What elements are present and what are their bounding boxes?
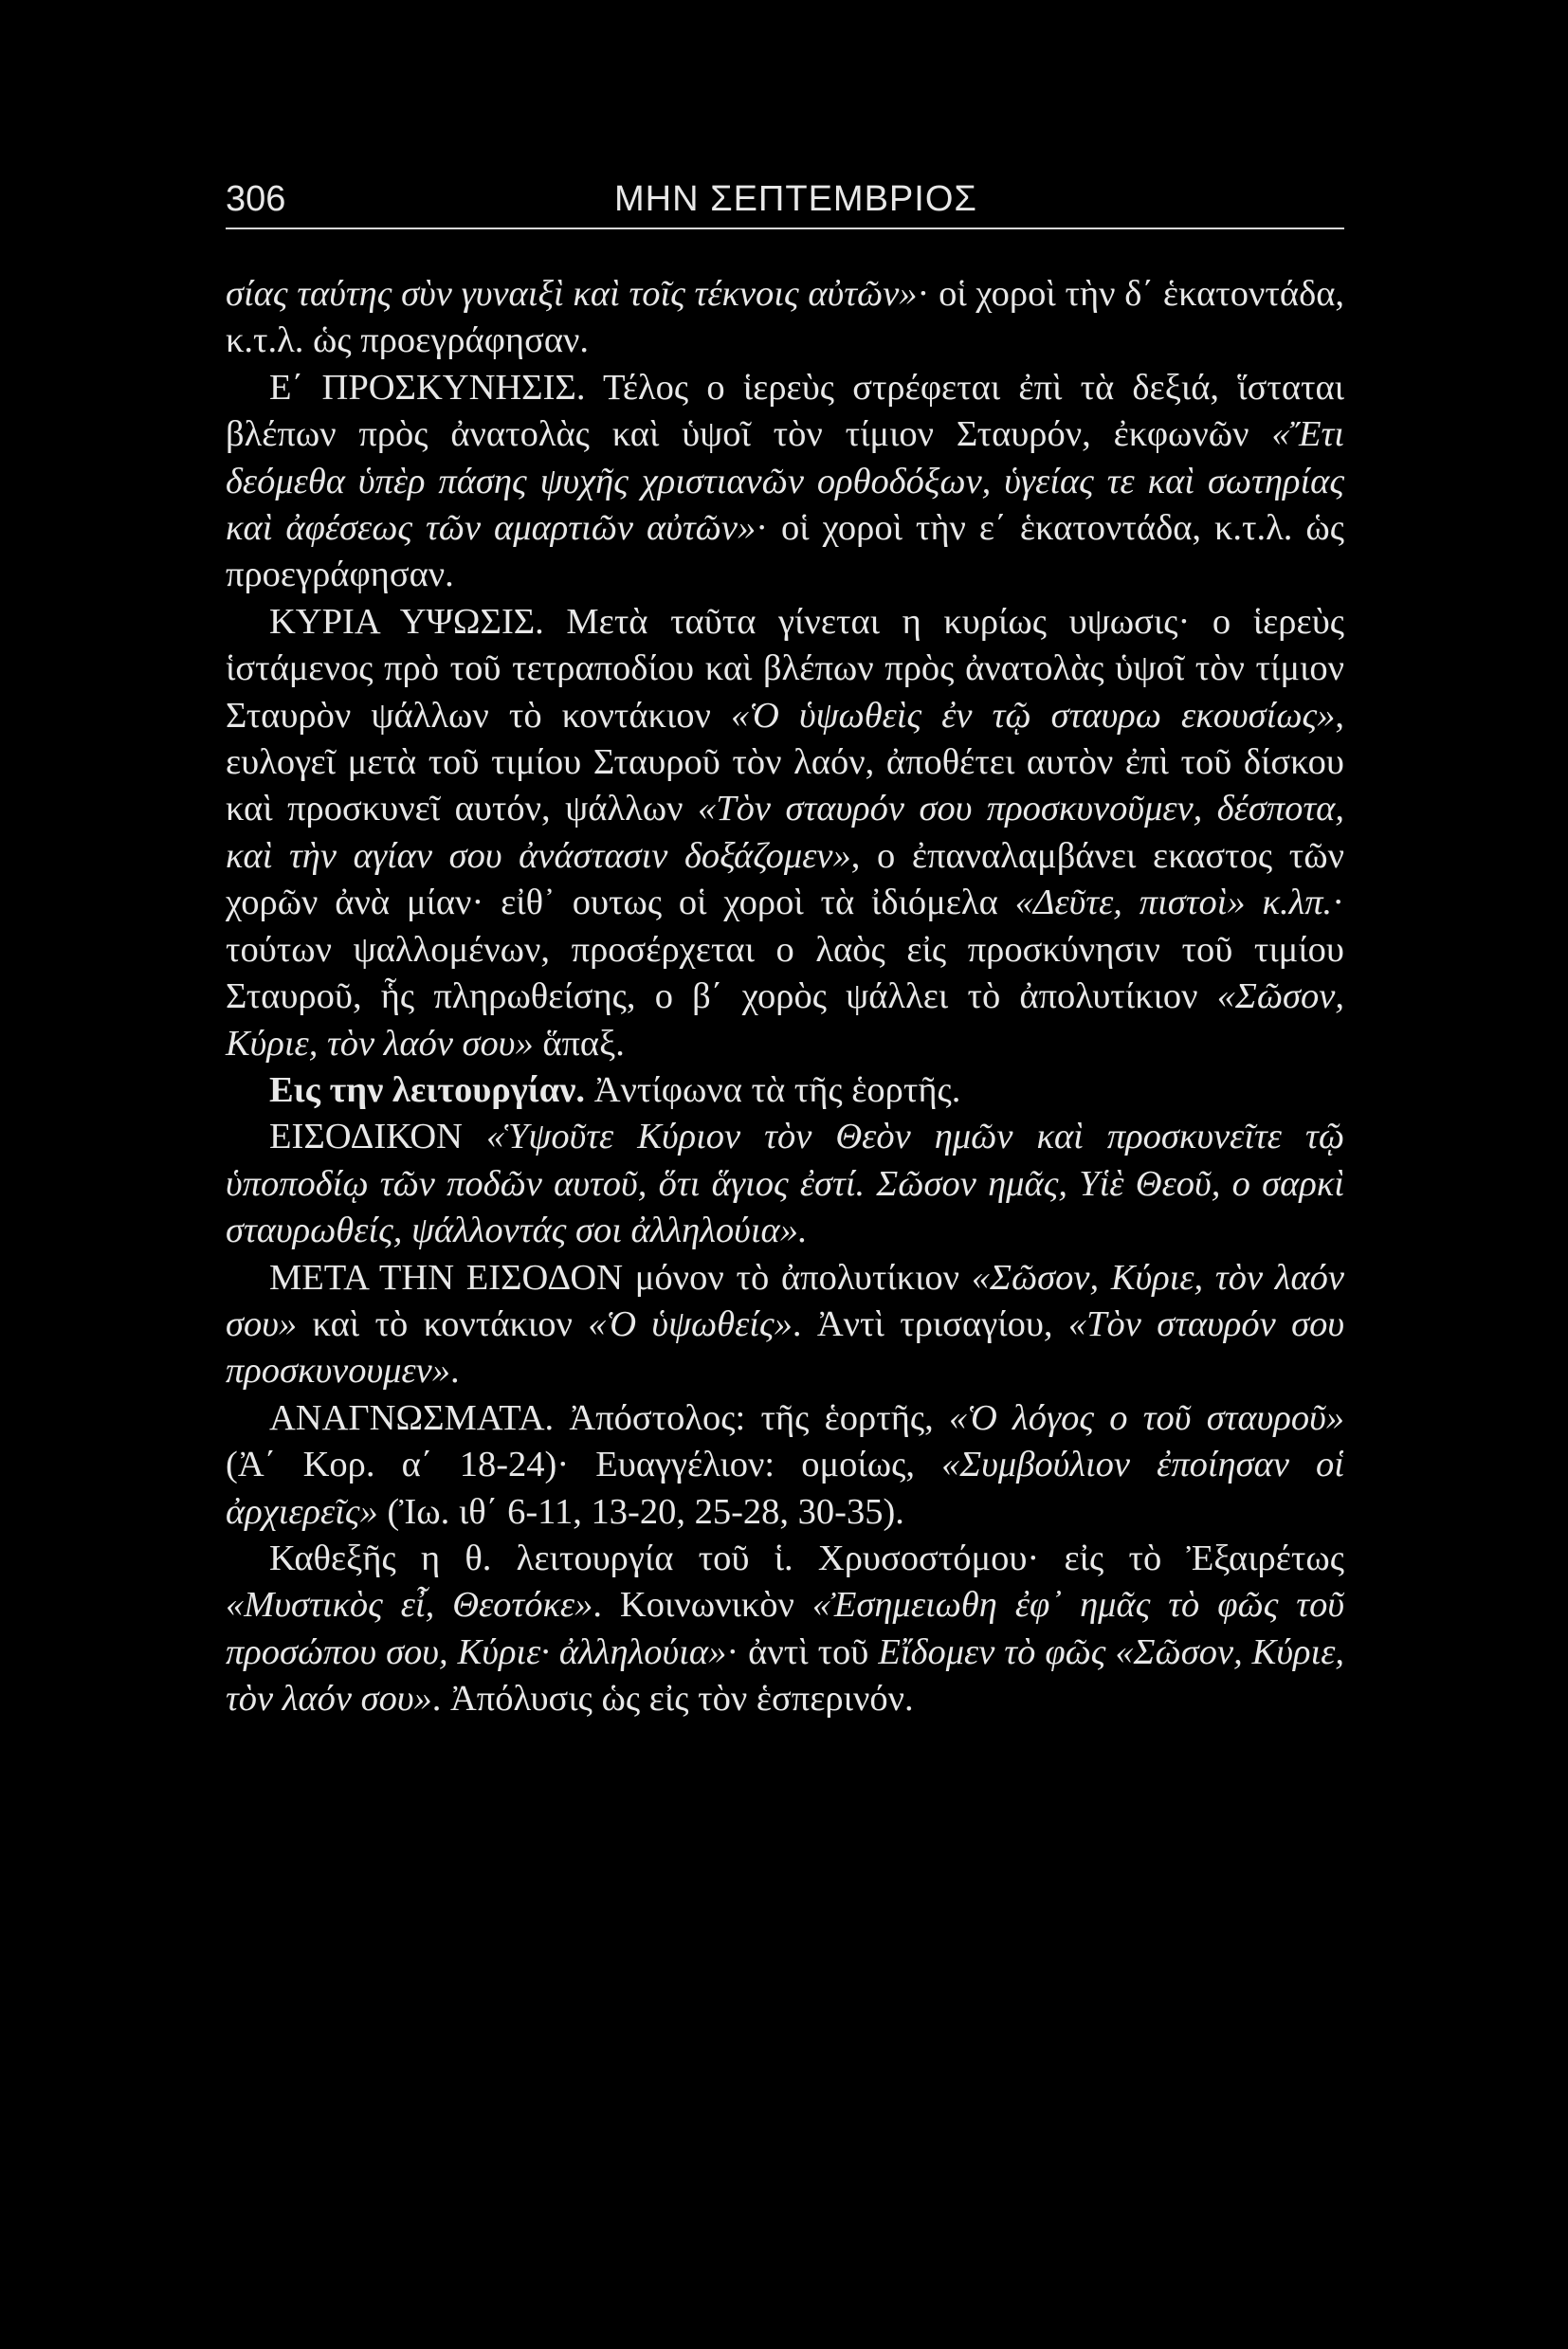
- text-run: · οἱ χοροὶ τὴν ε΄ ἑκατοντάδα, κ.τ.λ. ὡς προεγράφησαν.: [226, 508, 1344, 595]
- text-run: Ἀντίφωνα τὰ τῆς ἑορτῆς.: [585, 1069, 961, 1110]
- running-title: ΜΗΝ ΣΕΠΤΕΜΒΡΙΟΣ: [614, 179, 977, 219]
- italic-text-run: «Συμβούλιον ἐποίησαν οἱ ἀρχιερεῖς»: [226, 1445, 1344, 1532]
- text-run: · οἱ χοροὶ τὴν δ΄ ἑκατοντάδα, κ.τ.λ. ὡς προεγράφησαν.: [226, 274, 1345, 361]
- italic-text-run: Εἴδομεν τὸ φῶς «Σῶσον, Κύριε, τὸν λαόν σου»: [226, 1631, 1345, 1720]
- paragraph: [226, 1114, 1344, 1254]
- italic-text-run: «Ὑψοῦτε Κύριον τὸν Θεὸν ημῶν καὶ προσκυνεῖτε τῷ ὑποποδίῳ τῶν ποδῶν αυτοῦ, ὅτι ἅγιος ἐστί. Σῶσον ημᾶς, Υἱὲ Θεοῦ, ο σαρκὶ σταυρωθείς, ψάλλοντάς σοι ἀλληλούια».: [226, 1117, 1344, 1251]
- text-run: ΕΙΣΟΔΙΚΟΝ: [269, 1117, 486, 1157]
- italic-text-run: «Ἐσημειωθη ἐφ᾽ ημᾶς τὸ φῶς τοῦ προσώπου σου, Κύριε· ἀλληλούια»: [226, 1585, 1345, 1672]
- text-run: . Κοινωνικὸν: [593, 1585, 812, 1626]
- text-run: ΑΝΑΓΝΩΣΜΑΤΑ. Ἀπόστολος: τῆς ἑορτῆς,: [269, 1397, 949, 1438]
- text-run: Καθεξῆς η θ. λειτουργία τοῦ ἱ. Χρυσοστόμου· εἰς τὸ Ἐξαιρέτως: [269, 1538, 1344, 1578]
- book-page: [226, 180, 1344, 1723]
- italic-text-run: «Ὁ λόγος ο τοῦ σταυροῦ»: [948, 1397, 1344, 1438]
- text-run: (Ἀ΄ Κορ. α΄ 18-24)· Ευαγγέλιον: ομοίως,: [226, 1445, 942, 1485]
- paragraph: [226, 365, 1344, 599]
- italic-text-run: «Τὸν σταυρόν σου προσκυνουμεν»: [226, 1303, 1344, 1392]
- text-run: , ευλογεῖ μετὰ τοῦ τιμίου Σταυροῦ τὸν λαόν, ἀποθέτει αυτὸν ἐπὶ τοῦ δίσκου καὶ προσκυνεῖ αυτόν, ψάλλων: [226, 695, 1344, 829]
- italic-text-run: «Δεῦτε, πιστοὶ» κ.λπ.: [1014, 883, 1333, 923]
- text-run: .: [450, 1351, 460, 1392]
- italic-text-run: «Μυστικὸς εἶ, Θεοτόκε»: [226, 1585, 593, 1626]
- text-run: . Ἀπόλυσις ὡς εἰς τὸν ἑσπερινόν.: [431, 1679, 914, 1720]
- body-text: [226, 271, 1344, 1723]
- page-number: 306: [226, 179, 286, 219]
- running-header: [226, 180, 1344, 229]
- text-run: (Ἰω. ιθ΄ 6-11, 13-20, 25-28, 30-35).: [377, 1491, 904, 1532]
- text-run: ΜΕΤΑ ΤΗΝ ΕΙΣΟΔΟΝ μόνον τὸ ἀπολυτίκιον: [269, 1257, 972, 1298]
- paragraph: [226, 1395, 1344, 1536]
- text-run: καὶ τὸ κοντάκιον: [297, 1303, 589, 1344]
- bold-heading-run: Εις την λειτουργίαν.: [269, 1069, 586, 1110]
- italic-text-run: «Ἔτι δεόμεθα ὑπὲρ πάσης ψυχῆς χριστιανῶν ορθοδόξων, ὑγείας τε καὶ σωτηρίας καὶ ἀφέσεως τῶν αμαρτιῶν αὐτῶν»: [226, 414, 1344, 549]
- paragraph: [226, 271, 1344, 365]
- text-run: ΚΥΡΙΑ ΥΨΩΣΙΣ. Μετὰ ταῦτα γίνεται η κυρίως υψωσις· ο ἱερεὺς ἱστάμενος πρὸ τοῦ τετραποδίου καὶ βλέπων πρὸς ἀνατολὰς ὑψοῖ τὸν τίμιον Σταυρὸν ψάλλων τὸ κοντάκιον: [226, 601, 1344, 736]
- text-run: , ο ἐπαναλαμβάνει εκαστος τῶν χορῶν ἀνὰ μίαν· εἰθ᾽ ουτως οἱ χοροὶ τὰ ἰδιόμελα: [226, 835, 1344, 923]
- italic-text-run: «Ὁ ὑψωθείς»: [588, 1303, 793, 1344]
- italic-text-run: «Ὁ ὑψωθεὶς ἐν τῷ σταυρω εκουσίως»: [731, 695, 1336, 736]
- italic-text-run: «Σῶσον, Κύριε, τὸν λαόν σου»: [226, 1257, 1345, 1344]
- text-run: · τούτων ψαλλομένων, προσέρχεται ο λαὸς εἰς προσκύνησιν τοῦ τιμίου Σταυροῦ, ἧς πληρωθείσης, ο β΄ χορὸς ψάλλει τὸ ἀπολυτίκιον: [226, 883, 1345, 1017]
- paragraph: [226, 1536, 1344, 1723]
- text-run: Ε΄ ΠΡΟΣΚΥΝΗΣΙΣ. Τέλος ο ἱερεὺς στρέφεται ἐπὶ τὰ δεξιά, ἵσταται βλέπων πρὸς ἀνατολὰς καὶ ὑψοῖ τὸν τίμιον Σταυρόν, ἐκφωνῶν: [226, 367, 1344, 455]
- italic-text-run: «Σῶσον, Κύριε, τὸν λαόν σου»: [226, 976, 1344, 1064]
- text-run: . Ἀντὶ τρισαγίου,: [792, 1303, 1068, 1344]
- paragraph: [226, 599, 1344, 1067]
- paragraph: [226, 1067, 1344, 1114]
- text-run: ἅπαξ.: [533, 1023, 625, 1064]
- text-run: · ἀντὶ τοῦ: [726, 1631, 879, 1672]
- italic-text-run: σίας ταύτης σὺν γυναιξὶ καὶ τοῖς τέκνοις αὐτῶν»: [226, 274, 918, 314]
- italic-text-run: «Τὸν σταυρόν σου προσκυνοῦμεν, δέσποτα, καὶ τὴν αγίαν σου ἀνάστασιν δοξάζομεν»: [226, 789, 1344, 876]
- paragraph: [226, 1255, 1344, 1395]
